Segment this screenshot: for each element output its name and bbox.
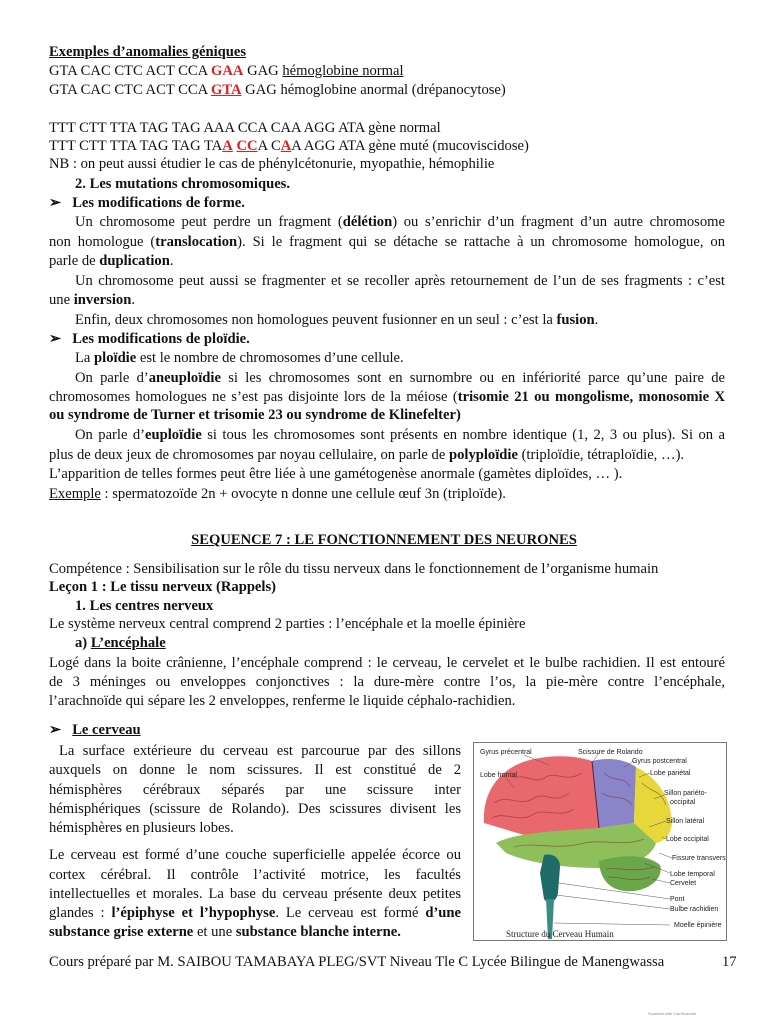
footer-text: Cours préparé par M. SAIBOU TAMABAYA PLEG/SVT Niveau Tle C Lycée Bilingue de Manengwassa <box>49 954 665 970</box>
t: plus de deux jeux de chromosomes par noyau cellulaire, on parle de <box>49 447 449 463</box>
para-line: hémisphères cérébraux séparés par une scissure inter <box>49 782 461 798</box>
term: translocation <box>155 234 238 250</box>
seq-text: A AGG ATA gène muté (mucoviscidose) <box>291 138 529 154</box>
cervelet-shape <box>599 856 661 891</box>
figure-caption: Structure du Cerveau Humain <box>506 929 614 939</box>
para-line <box>75 311 598 329</box>
sequence-line-4 <box>49 137 529 155</box>
t: si les chromosomes sont en surnombre ou en infériorité parce qu’une paire de <box>220 370 725 386</box>
term: substance blanche interne. <box>235 924 401 940</box>
heading-cerveau-text: Le cerveau <box>72 722 141 738</box>
heading-encephale <box>75 634 166 652</box>
heading-forme: ➢ Les modifications de forme. <box>49 195 245 211</box>
para-line: Le système nerveux central comprend 2 parties : l’encéphale et la moelle épinière <box>49 616 526 632</box>
t: parle de <box>49 253 100 269</box>
para-line: intellectuelles et morales. La base du cerveau présente deux petites <box>49 886 461 902</box>
term: d’une <box>425 905 462 921</box>
sequence-title: SEQUENCE 7 : LE FONCTIONNEMENT DES NEURONES <box>191 532 577 548</box>
sequence-line-3: TTT CTT TTA TAG TAG AAA CCA CAA AGG ATA gène normal <box>49 120 441 136</box>
term: duplication <box>99 253 170 269</box>
lobe-parietal-shape <box>592 759 636 828</box>
t: a) <box>75 635 91 651</box>
seq-text: GTA CAC CTC ACT CCA <box>49 82 211 98</box>
t: La <box>75 350 95 366</box>
heading-centres: 1. Les centres nerveux <box>75 598 214 614</box>
genic-title: Exemples d’anomalies géniques <box>49 44 247 60</box>
heading-chromosomal: 2. Les mutations chromosomiques. <box>75 176 291 192</box>
label: Pont <box>670 896 685 903</box>
t: non homologue ( <box>49 234 156 250</box>
heading-cerveau: ➢ Le cerveau <box>49 722 141 738</box>
t: Un chromosome peut perdre un fragment ( <box>75 214 343 230</box>
para-line: l’arachnoïde qui sépare les 2 enveloppes, renferme le liquide céphalo-rachidien. <box>49 693 516 709</box>
seq-highlight: GAA <box>210 63 244 79</box>
label: Gyrus postcentral <box>632 758 687 765</box>
t: si tous les chromosomes sont présents en nombre identique (1, 2, 3 ou plus). Si on a <box>201 427 725 443</box>
para-line <box>49 446 684 464</box>
label: occipital <box>670 799 696 806</box>
label: Scissure de Rolando <box>578 749 643 756</box>
competence: Compétence : Sensibilisation sur le rôle du tissu nerveux dans le fonctionnement de l’organisme humain <box>49 561 659 577</box>
seq-text: GAG <box>243 63 283 79</box>
seq-highlight: A <box>280 138 292 154</box>
heading-forme-text: Les modifications de forme. <box>72 195 245 211</box>
term: inversion <box>73 292 132 308</box>
label: Cervelet <box>670 880 697 887</box>
term: l’épiphyse et l’hypophyse <box>111 905 276 921</box>
label: Sillon pariéto- <box>664 790 707 797</box>
seq-highlight: A <box>222 138 233 154</box>
t: . Le cerveau est formé <box>275 905 426 921</box>
t: : spermatozoïde 2n + ovocyte n donne une cellule œuf 3n (triploïde). <box>100 486 506 502</box>
term: délétion <box>342 214 393 230</box>
label: Lobe pariétal <box>650 770 691 777</box>
sequence-line-1 <box>49 62 404 80</box>
lecon-title: Leçon 1 : Le tissu nerveux (Rappels) <box>49 579 277 595</box>
seq-label: hémoglobine normal <box>282 63 404 79</box>
term: aneuploïdie <box>148 370 221 386</box>
lobe-frontal-shape <box>484 756 599 838</box>
para-line <box>49 904 461 922</box>
label: Lobe frontal <box>480 772 517 779</box>
t: chromosomes homologues ne s’est pas disjointe lors de la méiose ( <box>49 389 458 405</box>
seq-text: TTT CTT TTA TAG TAG TA <box>49 138 223 154</box>
para-line: cortex cérébral. Il contrôle l’activité motrice, les facultés <box>49 867 461 883</box>
para-line: hémisphères en plusieurs lobes. <box>49 820 234 836</box>
para-line <box>49 233 725 251</box>
seq-highlight: CC <box>236 138 258 154</box>
t: glandes : <box>49 905 112 921</box>
label: Gyrus précentral <box>480 749 532 756</box>
seq-text: GAG hémoglobine anormal (drépanocytose) <box>241 82 506 98</box>
label: Lobe temporal <box>670 871 715 878</box>
label: Bulbe rachidien <box>670 906 719 913</box>
term: ploïdie <box>94 350 137 366</box>
t: L’encéphale <box>90 635 166 651</box>
t: On parle d’ <box>75 370 149 386</box>
para-line <box>49 291 135 309</box>
para-line: de 3 méninges ou enveloppes conjonctives : la dure-mère contre l’os, la pie-mère contre l’encéphale, <box>49 674 725 690</box>
term: trisomie 21 ou mongolisme, monosomie X <box>457 389 725 405</box>
para-line <box>75 369 725 387</box>
label: Fissure transverse <box>672 855 726 862</box>
para-line <box>75 349 404 367</box>
t: ). Si le fragment qui se détache se rattache à un chromosome homologue, on <box>237 234 725 250</box>
para-line: La surface extérieure du cerveau est parcourue par des sillons <box>59 743 461 759</box>
para-line: Un chromosome peut aussi se fragmenter et se recoller après retournement de l’un de ses fragments : c’est <box>75 273 725 289</box>
para-line <box>49 923 401 941</box>
label: Moelle épinière <box>674 922 722 929</box>
brain-illustration <box>474 743 726 940</box>
para-line <box>49 485 506 503</box>
t: ) ou s’enrichir d’un fragment d’un autre chromosome <box>392 214 725 230</box>
heading-ploidie-text: Les modifications de ploïdie. <box>72 331 250 347</box>
heading-ploidie: ➢ Les modifications de ploïdie. <box>49 331 250 347</box>
sequence-line-2 <box>49 81 506 99</box>
t: une <box>49 292 74 308</box>
t: . <box>169 253 174 269</box>
t: est le nombre de chromosomes d’une cellule. <box>136 350 404 366</box>
seq-highlight: GTA <box>210 82 242 98</box>
term: substance grise externe <box>49 924 194 940</box>
t: Enfin, deux chromosomes non homologues peuvent fusionner en un seul : c’est la <box>75 312 557 328</box>
page-number: 17 <box>722 954 737 970</box>
t: . <box>131 292 135 308</box>
nb-note: NB : on peut aussi étudier le cas de phénylcétonurie, myopathie, hémophilie <box>49 156 495 172</box>
term: euploïdie <box>145 427 202 443</box>
brain-figure <box>473 742 727 941</box>
t: . <box>594 312 599 328</box>
para-line: Logé dans la boite crânienne, l’encéphale comprend : le cerveau, le cervelet et le bulbe rachidien. Il est entouré <box>49 655 725 671</box>
label: Lobe occipital <box>666 836 709 843</box>
para-line: auxquels on donne le nom scissures. Il est constitué de 2 <box>49 762 461 778</box>
para-line <box>49 388 725 406</box>
label: Sillon latéral <box>666 818 705 825</box>
t: On parle d’ <box>75 427 146 443</box>
para-line: ou syndrome de Turner et trisomie 23 ou syndrome de Klinefelter) <box>49 407 461 423</box>
para-line <box>75 213 725 231</box>
para-line <box>49 252 173 270</box>
t: et une <box>193 924 236 940</box>
para-line: hémisphériques (scissure de Rolando). Des scissures divisent les <box>49 801 461 817</box>
t: (triploïdie, tétraploïdie, …). <box>517 447 685 463</box>
term: fusion <box>556 312 595 328</box>
example-label: Exemple <box>49 486 101 502</box>
term: polyploïdie <box>448 447 518 463</box>
seq-text: GTA CAC CTC ACT CCA <box>49 63 211 79</box>
para-line <box>75 426 725 444</box>
seq-text: A C <box>257 138 281 154</box>
scanner-watermark: Scanned with CamScanner <box>648 1011 697 1016</box>
para-line: Le cerveau est formé d’une couche superficielle appelée écorce ou <box>49 847 461 863</box>
para-line: L’apparition de telles formes peut être liée à une gamétogenèse anormale (gamètes diploïdes, … ). <box>49 466 623 482</box>
